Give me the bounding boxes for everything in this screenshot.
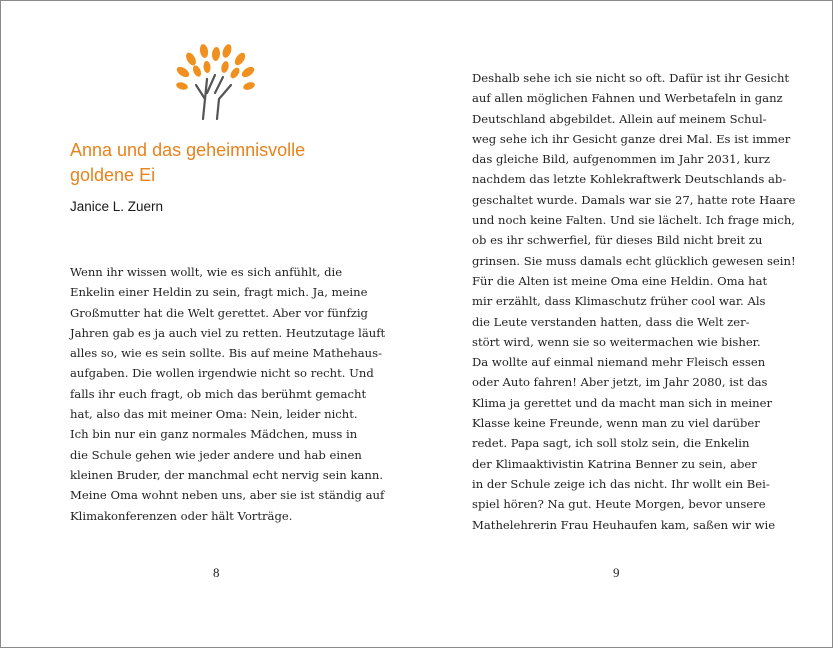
text-line: Deutschland abgebildet. Allein auf meinem Schul-: [472, 111, 767, 126]
text-line: die Schule gehen wie jeder andere und hab einen: [70, 447, 362, 462]
text-line: hat, also das mit meiner Oma: Nein, leider nicht.: [70, 407, 358, 422]
text-line: spiel hören? Na gut. Heute Morgen, bevor unsere: [472, 497, 766, 512]
text-line: das gleiche Bild, aufgenommen im Jahr 2031, kurz: [472, 152, 770, 167]
text-line: kleinen Bruder, der manchmal echt nervig sein kann.: [70, 467, 384, 482]
story-title-line: goldene Ei: [70, 165, 156, 185]
text-line: Meine Oma wohnt neben uns, aber sie ist ständig auf: [70, 488, 385, 503]
text-line: Klasse keine Freunde, wenn man zu viel darüber: [472, 416, 760, 431]
text-line: redet. Papa sagt, ich soll stolz sein, die Enkelin: [472, 436, 750, 451]
hand-tree-icon: [171, 41, 261, 125]
text-line: geschaltet wurde. Damals war sie 27, hatte rote Haare: [472, 192, 796, 207]
text-line: Wenn ihr wissen wollt, wie es sich anfühlt, die: [70, 265, 343, 279]
text-line: und noch keine Falten. Und sie lächelt. Ich frage mich,: [472, 213, 795, 228]
text-line: nachdem das letzte Kohlekraftwerk Deutschlands ab-: [472, 172, 787, 187]
text-line: oder Auto fahren! Aber jetzt, im Jahr 2080, ist das: [472, 375, 768, 390]
text-line: Großmutter hat die Welt gerettet. Aber vor fünfzig: [70, 305, 368, 320]
text-line: der Klimaaktivistin Katrina Benner zu sein, aber: [472, 456, 757, 471]
author-name: Janice L. Zuern: [70, 199, 164, 214]
text-line: auf allen möglichen Fahnen und Werbetafeln in ganz: [472, 91, 783, 106]
text-line: ob es ihr schwerfiel, für dieses Bild nicht breit zu: [472, 233, 763, 248]
text-line: grinsen. Sie muss damals echt glücklich gewesen sein!: [472, 253, 796, 268]
page-number-left: 8: [213, 565, 220, 580]
text-line: Enkelin einer Heldin zu sein, fragt mich. Ja, meine: [70, 285, 368, 300]
text-line: in der Schule zeige ich das nicht. Ihr wollt ein Bei-: [472, 476, 770, 491]
story-title: [70, 138, 390, 188]
text-line: mir erzählt, dass Klimaschutz früher cool war. Als: [472, 294, 766, 309]
story-title-line: Anna und das geheimnisvolle: [70, 140, 306, 160]
text-line: Klima ja gerettet und da macht man sich in meiner: [472, 395, 772, 410]
left-page-body: [70, 262, 385, 526]
text-line: Klimakonferenzen oder hält Vorträge.: [70, 508, 293, 523]
text-line: Mathelehrerin Frau Heuhaufen kam, saßen wir wie: [472, 517, 776, 532]
right-page-body: [472, 68, 796, 535]
text-line: weg sehe ich ihr Gesicht ganze drei Mal. Es ist immer: [472, 131, 791, 146]
text-line: Für die Alten ist meine Oma eine Heldin. Oma hat: [472, 273, 768, 288]
text-line: die Leute verstanden hatten, dass die Welt zer-: [472, 314, 750, 329]
page-number-right: 9: [613, 565, 620, 580]
text-line: stört wird, wenn sie so weitermachen wie bisher.: [472, 334, 761, 349]
text-line: Ich bin nur ein ganz normales Mädchen, muss in: [70, 427, 358, 442]
text-line: Da wollte auf einmal niemand mehr Fleisch essen: [472, 355, 766, 370]
text-line: falls ihr euch fragt, ob mich das berühmt gemacht: [70, 386, 367, 401]
text-line: Jahren gab es ja auch viel zu retten. Heutzutage läuft: [70, 325, 386, 340]
text-line: Deshalb sehe ich sie nicht so oft. Dafür ist ihr Gesicht: [472, 71, 790, 85]
text-line: alles so, wie es sein sollte. Bis auf meine Mathehaus-: [70, 346, 382, 361]
text-line: aufgaben. Die wollen irgendwie nicht so recht. Und: [70, 366, 374, 381]
